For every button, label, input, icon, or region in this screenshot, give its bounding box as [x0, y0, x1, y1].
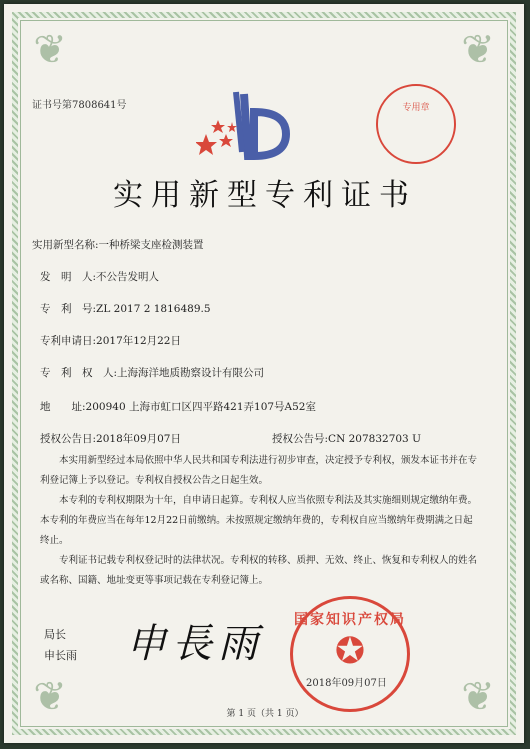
seal-date: 2018年09月07日 [306, 678, 387, 689]
field-value: 不公告发明人 [96, 271, 160, 283]
page-title: 实用新型专利证书 [113, 178, 417, 213]
director-signature: 申長雨 [126, 621, 264, 667]
paragraph: 本实用新型经过本局依照中华人民共和国专利法进行初步审查，决定授予专利权，颁发本证书并在专利登记簿上予以登记。专利权自授权公告之日起生效。 [40, 455, 478, 486]
national-emblem-icon: ✪ [334, 631, 366, 672]
grant-number-row [272, 431, 421, 446]
agency-stamp [376, 84, 456, 164]
field-label: 专利申请日: [40, 335, 97, 347]
field-value: 200940 上海市虹口区四平路421弄107号A52室 [85, 401, 316, 413]
field-label: 实用新型名称: [32, 239, 99, 251]
field-value: 2018年09月07日 [96, 433, 181, 445]
director-title: 局长 [44, 628, 66, 641]
field-row [32, 237, 204, 252]
field-label: 专 利 权 人: [40, 367, 118, 379]
grant-date-row [40, 431, 181, 446]
field-label: 发 明 人: [40, 271, 97, 283]
corner-ornament-icon: ❦ [461, 674, 495, 720]
field-row [40, 399, 316, 414]
field-row [40, 269, 159, 284]
page-number: 第 1 页（共 1 页） [226, 709, 304, 719]
field-label: 地 址: [40, 401, 86, 413]
seal-text: 国家知识产权局 [294, 612, 406, 628]
field-row [40, 301, 211, 316]
field-row [40, 333, 181, 348]
paragraph: 专利证书记载专利权登记时的法律状况。专利权的转移、质押、无效、终止、恢复和专利权人的姓名或名称、国籍、地址变更等事项记载在专利登记簿上。 [40, 555, 478, 586]
corner-ornament-icon: ❦ [33, 27, 67, 73]
paragraph: 本专利的专利权期限为十年，自申请日起算。专利权人应当依照专利法及其实施细则规定缴纳年费。本专利的年费应当在每年12月22日前缴纳。未按照规定缴纳年费的，专利权自应当缴纳年费期满之日起终止。 [40, 495, 478, 546]
field-label: 授权公告日: [40, 433, 97, 445]
stamp-text: 专用章 [402, 103, 430, 113]
field-value: 上海海洋地质勘察设计有限公司 [117, 367, 265, 379]
director-name: 申长雨 [44, 649, 77, 662]
field-value: 一种桥梁支座检测装置 [98, 239, 204, 251]
field-label: 授权公告号: [272, 433, 329, 445]
corner-ornament-icon: ❦ [461, 27, 495, 73]
field-label: 专 利 号: [40, 303, 97, 315]
field-value: ZL 2017 2 1816489.5 [96, 303, 211, 315]
field-row [40, 365, 264, 380]
official-seal [290, 596, 410, 712]
field-value: 2017年12月22日 [96, 335, 181, 347]
cnipa-logo-icon [196, 82, 306, 172]
field-value: CN 207832703 U [328, 433, 421, 445]
certificate-number: 证书号第7808641号 [32, 100, 127, 111]
corner-ornament-icon: ❦ [33, 674, 67, 720]
